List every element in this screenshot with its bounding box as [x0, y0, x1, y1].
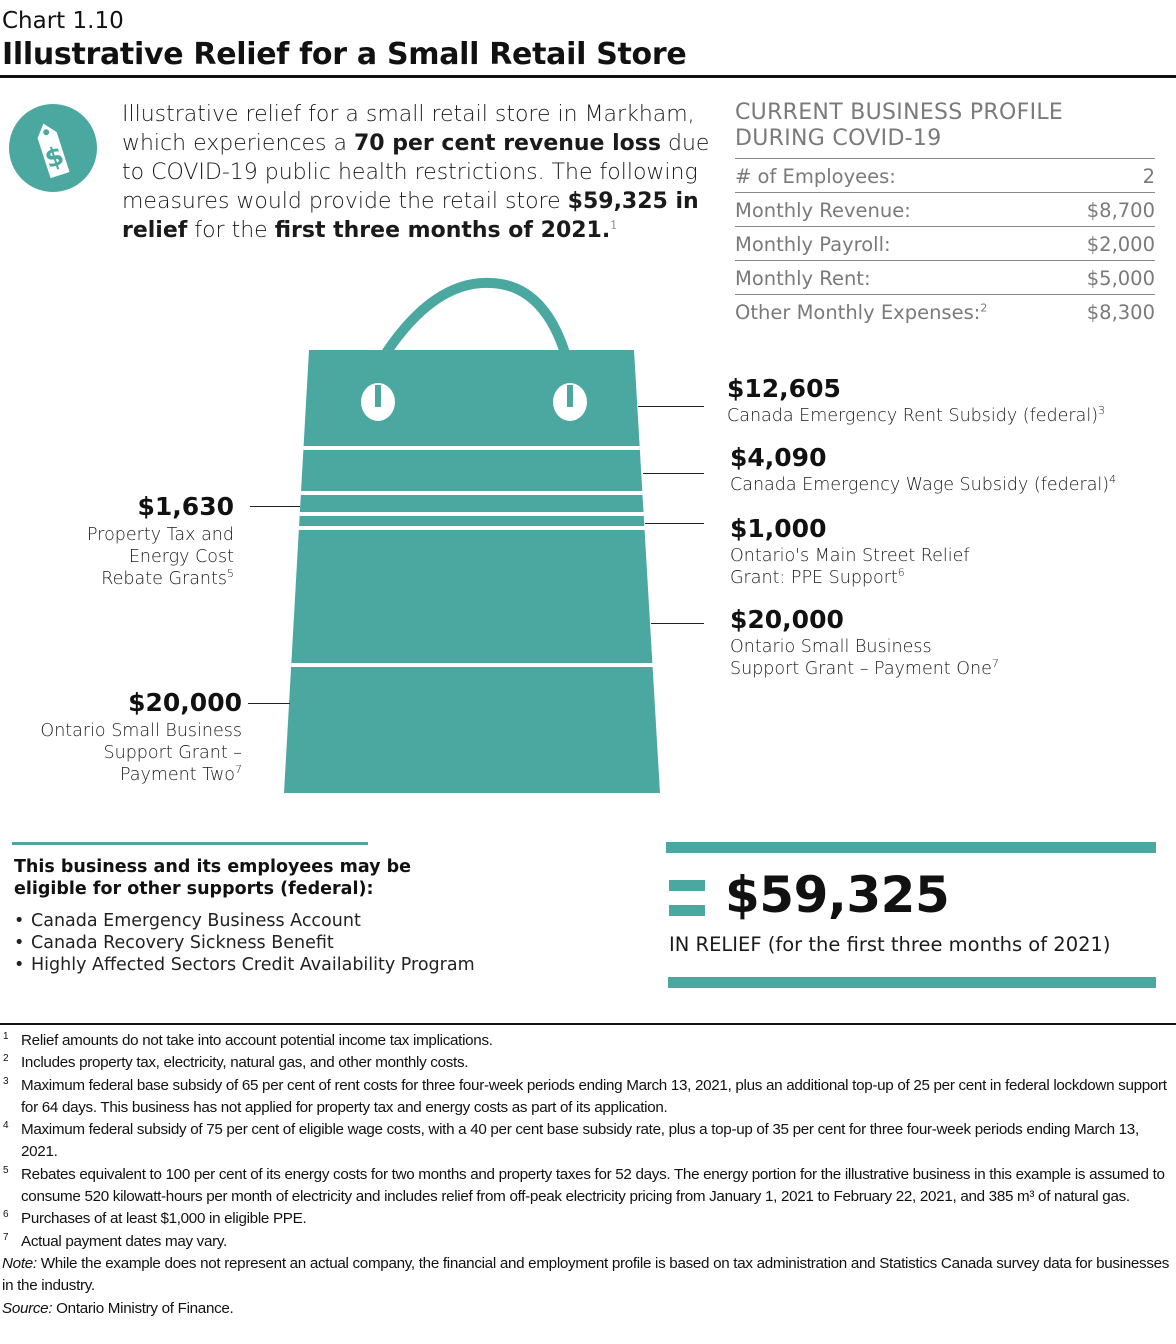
bag-handle-slot	[567, 385, 573, 407]
leader-line-ppe	[645, 523, 704, 524]
profile-label: Monthly Rent:	[735, 267, 871, 290]
profile-value: $8,700	[1086, 199, 1155, 222]
profile-value: $8,300	[1086, 301, 1155, 324]
footnote: 7 Actual payment dates may vary.	[3, 1231, 227, 1250]
rent-subsidy-label: Canada Emergency Rent Subsidy (federal)$^3$	[727, 404, 1106, 426]
payment-two-amount: $20,000	[128, 688, 242, 717]
list-item: • Canada Recovery Sickness Benefit	[14, 932, 475, 954]
total-bar-bottom	[668, 977, 1156, 988]
profile-row	[735, 227, 1155, 261]
intro-paragraph: Illustrative relief for a small retail store in Markham, which experiences a 70 per cent revenue loss due to COVID-19 public health restrictions. The following measures would provide the retail store $59,325 in relief for the first three months of 2021.$^1$	[122, 102, 710, 243]
leader-line-rent	[638, 406, 704, 407]
ppe-support-amount: $1,000	[730, 514, 827, 543]
list-item: • Canada Emergency Business Account	[14, 910, 475, 932]
profile-value: 2	[1142, 165, 1155, 188]
note-line: Note: While the example does not represent an actual company, the financial and employment profile is based on tax administration and Statistics Canada survey data for businesses in the industry.	[2, 1254, 1170, 1295]
price-tag-dollar-icon	[9, 104, 97, 192]
other-supports-rule	[12, 842, 368, 845]
relief-shopping-bag-chart	[250, 275, 670, 800]
source-line: Source: Ontario Ministry of Finance.	[2, 1299, 234, 1317]
footnote: 3 Maximum federal base subsidy of 65 per cent of rent costs for three four-week periods ending March 13, 2021, plus an additional top-up of 25 per cent in federal lockdown support for 64 days. This business has not applied for property tax and energy costs as part of its application.	[3, 1075, 1167, 1116]
other-supports-list	[14, 910, 475, 976]
profile-label: Monthly Revenue:	[735, 199, 911, 222]
equals-icon	[669, 880, 705, 916]
leader-line-tax	[250, 506, 300, 507]
svg-text:$: $	[41, 140, 68, 175]
tax-rebate-amount: $1,630	[137, 492, 234, 521]
payment-one-label: Ontario Small Business Support Grant – Payment One$^7$	[730, 637, 999, 679]
title-divider	[0, 75, 1176, 78]
footnote: 1 Relief amounts do not take into account potential income tax implications.	[3, 1031, 493, 1049]
profile-label: Other Monthly Expenses:	[735, 301, 981, 324]
chart-title: Illustrative Relief for a Small Retail Store	[2, 37, 687, 72]
profile-row: Other Monthly Expenses:$^2$ $8,300	[735, 295, 1155, 328]
leader-line-payment-one	[651, 623, 704, 624]
other-supports-heading: This business and its employees may be eligible for other supports (federal):	[14, 857, 412, 899]
profile-row	[735, 261, 1155, 295]
chart-label: Chart 1.10	[2, 8, 124, 34]
wage-subsidy-amount: $4,090	[730, 443, 827, 472]
footnote: 2 Includes property tax, electricity, natural gas, and other monthly costs.	[3, 1053, 469, 1072]
business-profile	[735, 100, 1155, 328]
profile-label: Monthly Payroll:	[735, 233, 891, 256]
profile-value: $2,000	[1086, 233, 1155, 256]
total-bar-top	[666, 842, 1156, 853]
tax-rebate-label: Property Tax and Energy Cost Rebate Grants$^5$	[87, 525, 234, 589]
profile-title: CURRENT BUSINESS PROFILE DURING COVID-19	[735, 100, 1155, 159]
rent-subsidy-amount: $12,605	[727, 374, 841, 403]
bag-handle-slot	[375, 385, 381, 407]
total-relief-caption: IN RELIEF (for the first three months of 2021)	[669, 933, 1111, 956]
footnote: 6 Purchases of at least $1,000 in eligible PPE.	[3, 1209, 307, 1228]
wage-subsidy-label: Canada Emergency Wage Subsidy (federal)$^4$	[730, 473, 1117, 495]
bag-body	[284, 350, 660, 793]
ppe-support-label: Ontario's Main Street Relief Grant: PPE Support$^6$	[730, 546, 970, 588]
profile-label: # of Employees:	[735, 165, 896, 188]
payment-one-amount: $20,000	[730, 605, 844, 634]
list-item: • Highly Affected Sectors Credit Availability Program	[14, 954, 475, 976]
footnote: 5 Rebates equivalent to 100 per cent of its energy costs for two months and property taxes for 52 days. The energy portion for the illustrative business in this example is assumed to consume 520 kilowatt-hours per month of electricity and includes relief from off-peak electricity pricing from January 1, 2021 to February 22, 2021, and 385 m³ of natural gas.	[3, 1164, 1165, 1206]
profile-row	[735, 193, 1155, 227]
leader-line-payment-two	[248, 703, 290, 704]
total-relief-amount: $59,325	[725, 866, 950, 924]
leader-line-wage	[643, 473, 704, 474]
payment-two-label: Ontario Small Business Support Grant – Payment Two$^7$	[40, 721, 242, 785]
footnotes-divider	[0, 1023, 1176, 1025]
profile-row	[735, 159, 1155, 193]
bag-handle	[386, 283, 565, 353]
footnotes	[2, 1030, 1174, 1320]
profile-value: $5,000	[1086, 267, 1155, 290]
footnote: 4 Maximum federal subsidy of 75 per cent of eligible wage costs, with a 40 per cent base subsidy rate, plus a top-up of 35 per cent for three four-week periods ending March 13, 2021.	[3, 1120, 1139, 1161]
